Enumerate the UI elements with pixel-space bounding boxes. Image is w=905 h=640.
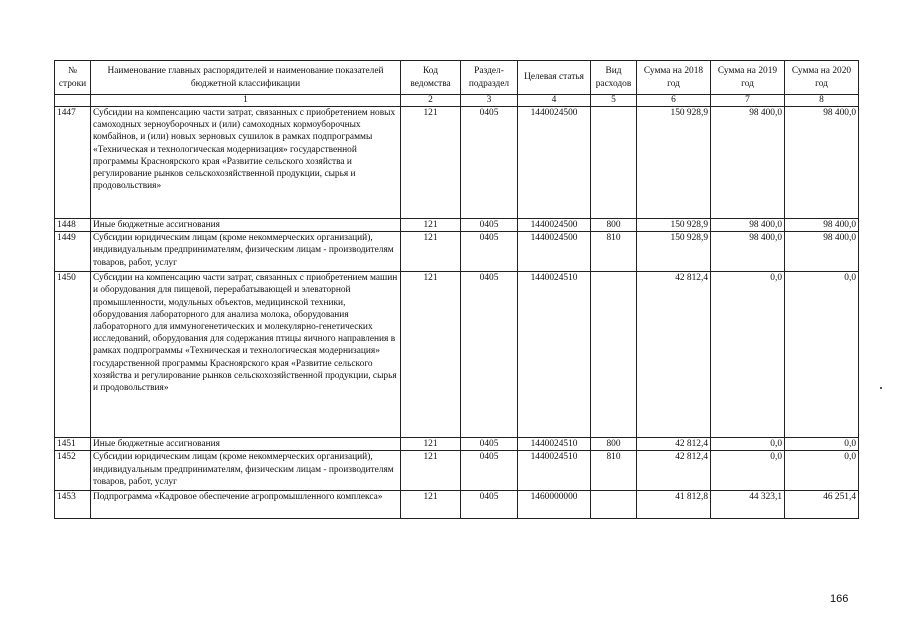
row-sum-2019: 0,0 (711, 272, 785, 438)
row-sum-2020: 98 400,0 (785, 107, 859, 219)
row-sum-2020: 0,0 (785, 438, 859, 451)
table-row (55, 219, 859, 232)
row-sum-2018: 42 812,4 (637, 438, 711, 451)
row-expense-type: 810 (591, 232, 637, 272)
row-name: Иные бюджетные ассигнования (91, 219, 401, 232)
column-number: 6 (637, 95, 711, 107)
row-target-article: 1440024500 (518, 219, 591, 232)
row-section: 0405 (461, 491, 518, 519)
table-row (55, 438, 859, 451)
row-number: 1453 (55, 491, 91, 519)
table-row (55, 491, 859, 519)
row-dept-code: 121 (401, 438, 461, 451)
row-sum-2019: 0,0 (711, 451, 785, 491)
header-row-number: № строки (55, 61, 91, 95)
row-section: 0405 (461, 232, 518, 272)
header-name: Наименование главных распорядителей и наименование показателей бюджетной классификации (91, 61, 401, 95)
row-section: 0405 (461, 272, 518, 438)
row-sum-2018: 150 928,9 (637, 232, 711, 272)
row-sum-2019: 98 400,0 (711, 107, 785, 219)
row-target-article: 1440024510 (518, 451, 591, 491)
row-section: 0405 (461, 451, 518, 491)
row-number: 1451 (55, 438, 91, 451)
column-number: 1 (91, 95, 401, 107)
row-name: Иные бюджетные ассигнования (91, 438, 401, 451)
row-dept-code: 121 (401, 491, 461, 519)
row-sum-2020: 0,0 (785, 451, 859, 491)
row-sum-2020: 98 400,0 (785, 232, 859, 272)
column-number: 8 (785, 95, 859, 107)
row-expense-type (591, 272, 637, 438)
row-target-article: 1460000000 (518, 491, 591, 519)
table-row (55, 272, 859, 438)
column-number-row (55, 95, 859, 107)
row-sum-2018: 41 812,8 (637, 491, 711, 519)
row-expense-type (591, 107, 637, 219)
row-sum-2020: 98 400,0 (785, 219, 859, 232)
row-number: 1449 (55, 232, 91, 272)
header-target-article: Целевая статья (518, 61, 591, 95)
column-number: 7 (711, 95, 785, 107)
row-dept-code: 121 (401, 451, 461, 491)
header-section: Раздел-подраздел (461, 61, 518, 95)
header-row (55, 61, 859, 95)
row-target-article: 1440024500 (518, 107, 591, 219)
header-sum-2020: Сумма на 2020 год (785, 61, 859, 95)
column-number: 2 (401, 95, 461, 107)
row-dept-code: 121 (401, 107, 461, 219)
row-dept-code: 121 (401, 232, 461, 272)
row-section: 0405 (461, 107, 518, 219)
row-dept-code: 121 (401, 219, 461, 232)
row-sum-2018: 150 928,9 (637, 107, 711, 219)
row-number: 1450 (55, 272, 91, 438)
row-sum-2018: 150 928,9 (637, 219, 711, 232)
row-name: Субсидии юридическим лицам (кроме некоммерческих организаций), индивидуальным предпринимателям, физическим лицам - производителям товаров, работ, услуг (91, 232, 401, 272)
row-expense-type: 810 (591, 451, 637, 491)
row-sum-2019: 0,0 (711, 438, 785, 451)
column-number-blank (55, 95, 91, 107)
row-name: Субсидии на компенсацию части затрат, связанных с приобретением машин и оборудования для пищевой, перерабатывающей и элеваторной промышленности, модульных объектов, медицинской техники, оборудования лабораторного для анализа молока, оборудования лабораторного для иммуногенетических и молекулярно-генетических исследований, оборудования для содержания птицы яичного направления в рамках подпрограммы «Техническая и технологическая модернизация» государственной программы Красноярского края «Развитие сельского хозяйства и регулирование рынков сельскохозяйственной продукции, сырья и продовольствия» (91, 272, 401, 438)
row-target-article: 1440024510 (518, 438, 591, 451)
header-expense-type: Вид расходов (591, 61, 637, 95)
column-number: 4 (518, 95, 591, 107)
header-dept-code: Код ведомства (401, 61, 461, 95)
row-name: Субсидии юридическим лицам (кроме некоммерческих организаций), индивидуальным предпринимателям, физическим лицам - производителям товаров, работ, услуг (91, 451, 401, 491)
row-sum-2020: 46 251,4 (785, 491, 859, 519)
row-section: 0405 (461, 219, 518, 232)
column-number: 5 (591, 95, 637, 107)
table-row (55, 107, 859, 219)
row-dept-code: 121 (401, 272, 461, 438)
budget-table (54, 60, 859, 519)
row-target-article: 1440024500 (518, 232, 591, 272)
row-name: Подпрограмма «Кадровое обеспечение агропромышленного комплекса» (91, 491, 401, 519)
row-section: 0405 (461, 438, 518, 451)
table-row (55, 232, 859, 272)
row-number: 1448 (55, 219, 91, 232)
row-name: Субсидии на компенсацию части затрат, связанных с приобретением новых самоходных зерноуборочных и (или) самоходных кормоуборочных комбайнов, и (или) новых зерновых сушилок в рамках подпрограммы «Техническая и технологическая модернизация» государственной программы Красноярского края «Развитие сельского хозяйства и регулирование рынков сельскохозяйственной продукции, сырья и продовольствия» (91, 107, 401, 219)
row-target-article: 1440024510 (518, 272, 591, 438)
table-row (55, 451, 859, 491)
row-sum-2018: 42 812,4 (637, 272, 711, 438)
row-sum-2018: 42 812,4 (637, 451, 711, 491)
row-sum-2019: 44 323,1 (711, 491, 785, 519)
header-sum-2019: Сумма на 2019 год (711, 61, 785, 95)
row-expense-type (591, 491, 637, 519)
row-expense-type: 800 (591, 438, 637, 451)
column-number: 3 (461, 95, 518, 107)
row-number: 1452 (55, 451, 91, 491)
header-sum-2018: Сумма на 2018 год (637, 61, 711, 95)
scan-speck (880, 387, 882, 389)
row-number: 1447 (55, 107, 91, 219)
row-expense-type: 800 (591, 219, 637, 232)
row-sum-2019: 98 400,0 (711, 219, 785, 232)
page-number: 166 (830, 593, 849, 605)
row-sum-2020: 0,0 (785, 272, 859, 438)
row-sum-2019: 98 400,0 (711, 232, 785, 272)
